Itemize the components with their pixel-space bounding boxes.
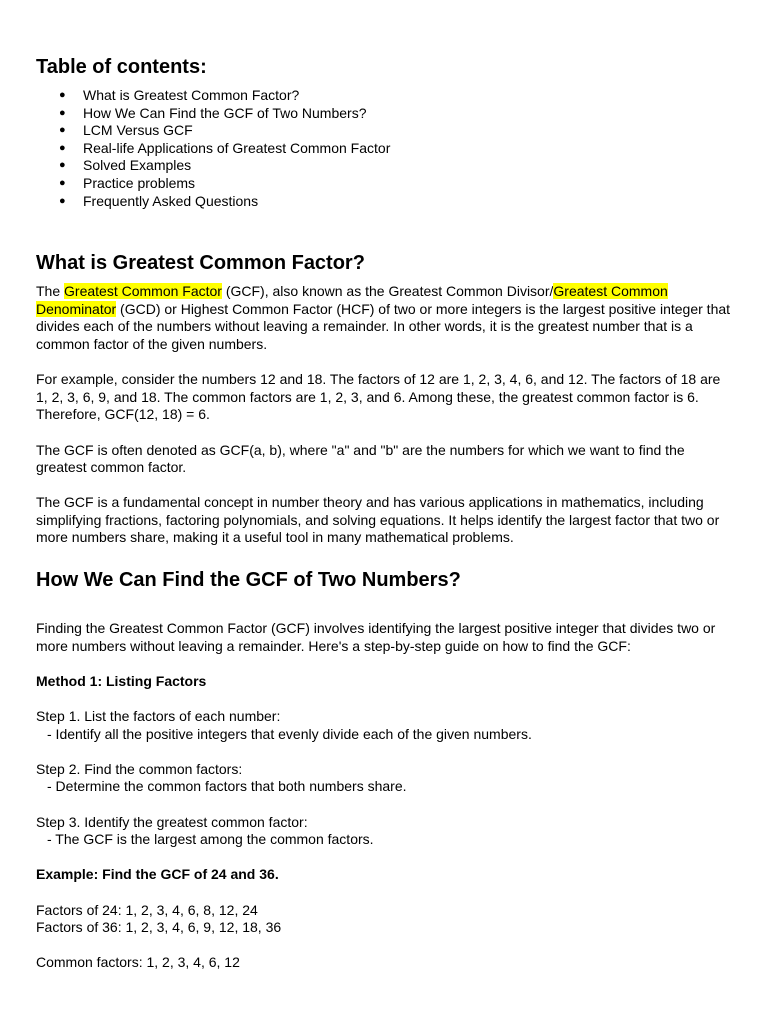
toc-item[interactable]: ● Practice problems xyxy=(59,174,196,191)
step-3-detail: - The GCF is the largest among the common factors. xyxy=(47,831,374,848)
toc-item[interactable]: ● Real-life Applications of Greatest Common Factor xyxy=(59,139,391,156)
method-heading: Method 1: Listing Factors xyxy=(36,672,207,689)
common-factors: Common factors: 1, 2, 3, 4, 6, 12 xyxy=(36,954,240,971)
definition-paragraph: The Greatest Common Factor (GCF), also known as the Greatest Common Divisor/Greatest Common Denominator (GCD) or Highest Common Factor (HCF) of two or more integers is the largest positive integer that divides each of the numbers without leaving a remainder. In other words, it is the greatest number that is a common factor of the given numbers. xyxy=(36,283,731,352)
step-2: Step 2. Find the common factors: xyxy=(36,760,243,777)
example-paragraph: For example, consider the numbers 12 and 18. The factors of 12 are 1, 2, 3, 4, 6, and 12. The factors of 18 are 1, 2, 3, 6, 9, and 18. The common factors are 1, 2, 3, and 6. Among these, the greatest common factor is 6. Therefore, GCF(12, 18) = 6. xyxy=(36,371,721,423)
bullet-icon: ● xyxy=(59,106,66,119)
step-2-detail: - Determine the common factors that both numbers share. xyxy=(47,778,407,795)
intro-paragraph: Finding the Greatest Common Factor (GCF) involves identifying the largest positive integer that divides two or more numbers without leaving a remainder. Here's a step-by-step guide on how to find the GCF: xyxy=(36,620,716,654)
example-heading: Example: Find the GCF of 24 and 36. xyxy=(36,866,279,883)
bullet-icon: ● xyxy=(59,176,66,189)
bullet-icon: ● xyxy=(59,141,66,154)
step-1-detail: - Identify all the positive integers that evenly divide each of the given numbers. xyxy=(47,725,532,742)
notation-paragraph: The GCF is often denoted as GCF(a, b), where "a" and "b" are the numbers for which we want to find the greatest common factor. xyxy=(36,441,685,476)
bullet-icon: ● xyxy=(59,89,66,101)
toc-title: Table of contents: xyxy=(36,56,207,78)
toc-item[interactable]: ● Solved Examples xyxy=(59,157,192,174)
toc-item[interactable]: ● What is Greatest Common Factor? xyxy=(59,87,300,103)
toc-list xyxy=(36,87,732,210)
factors-of-24: Factors of 24: 1, 2, 3, 4, 6, 8, 12, 24 xyxy=(36,901,258,918)
toc-item[interactable]: ● Frequently Asked Questions xyxy=(59,192,259,209)
toc-item[interactable]: ● LCM Versus GCF xyxy=(59,122,193,139)
bullet-icon: ● xyxy=(59,159,66,172)
toc-item[interactable]: ● How We Can Find the GCF of Two Numbers? xyxy=(59,104,367,121)
step-3: Step 3. Identify the greatest common factor: xyxy=(36,813,308,830)
step-1: Step 1. List the factors of each number: xyxy=(36,708,281,725)
section-heading-find-gcf: How We Can Find the GCF of Two Numbers? xyxy=(36,569,461,592)
bullet-icon: ● xyxy=(59,124,66,137)
document-body xyxy=(36,54,732,972)
highlighted-term: Greatest Common Denominator xyxy=(36,283,668,317)
bullet-icon: ● xyxy=(59,194,66,207)
section-heading-what-is-gcf: What is Greatest Common Factor? xyxy=(36,252,365,275)
factors-of-36: Factors of 36: 1, 2, 3, 4, 6, 9, 12, 18, 36 xyxy=(36,919,282,936)
highlighted-term: Greatest Common Factor xyxy=(64,283,222,300)
concept-paragraph: The GCF is a fundamental concept in number theory and has various applications in mathematics, including simplifying fractions, factoring polynomials, and solving equations. It helps identify the largest factor that two or more numbers share, making it a useful tool in many mathematical problems. xyxy=(36,494,720,546)
